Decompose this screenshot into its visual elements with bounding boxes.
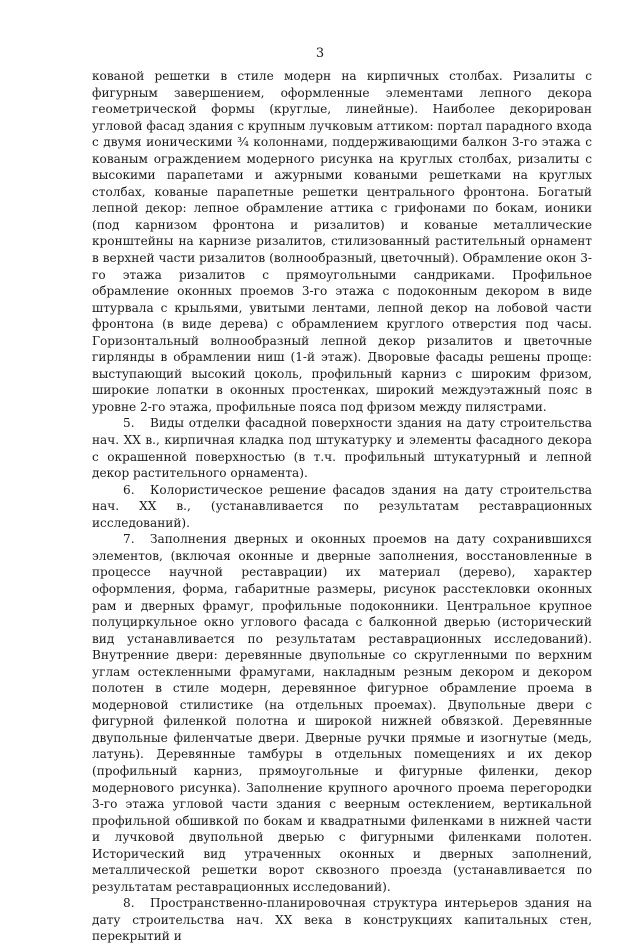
item-number: 7. (123, 532, 135, 547)
document-body (92, 68, 592, 945)
list-item-6 (92, 482, 592, 532)
page-number: 3 (315, 46, 325, 61)
list-item-5 (92, 415, 592, 481)
list-item-8 (92, 895, 592, 945)
continuation-paragraph: кованой решетки в стиле модерн на кирпичных столбах. Ризалиты с фигурным завершением, оформленные элементами лепного декора геометрической формы (круглые, линейные). Наиболее декорирован угловой фасад здания с крупным лучковым аттиком: портал парадного входа с двумя ионическими ¾ колоннами, поддерживающими балкон 3-го этажа с кованым ограждением модерного рисунка на круглых столбах, ризалиты с высокими парапетами и ажурными коваными решетками на круглых столбах, кованые парапетные решетки центрального фронтона. Богатый лепной декор: лепное обрамление аттика с грифонами по бокам, ионики (под карнизом фронтона и ризалитов) и кованые металлические кронштейны на карнизе ризалитов, стилизованный растительный орнамент в верхней части ризалитов (волнообразный, цветочный). Обрамление окон 3-го этажа ризалитов с прямоугольными сандриками. Профильное обрамление оконных проемов 3-го этажа с подоконным декором в виде штурвала с крыльями, увитыми лентами, лепной декор на лобовой части фронтона (в виде дерева) с обрамлением круглого отверстия под часы. Горизонтальный волнообразный лепной декор ризалитов и цветочные гирлянды в обрамлении ниш (1-й этаж). Дворовые фасады решены проще: выступающий высокий цоколь, профильный карниз с широким фризом, широкие лопатки в оконных простенках, широкий междуэтажный пояс в уровне 2-го этажа, профильные пояса под фризом между пилястрами. (92, 69, 592, 414)
item-text: Заполнения дверных и оконных проемов на дату сохранившихся элементов, (включая оконные и дверные заполнения, восстановленные в процессе научной реставрации) их материал (дерево), характер оформления, форма, габаритные размеры, рисунок расстекловки оконных рам и дверных фрамуг, профильные подоконники. Центральное крупное полуциркульное окно углового фасада с балконной дверью (исторический вид устанавливается по результатам реставрационных исследований). Внутренние двери: деревянные двупольные со скругленными по верхним углам остекленными фрамугами, накладным резным декором и декором полотен в стиле модерн, деревянное фигурное обрамление проема в модерновой стилистике (на отдельных проемах). Двупольные двери с фигурной филенкой полотна и широкой нижней обвязкой. Деревянные двупольные филенчатые двери. Дверные ручки прямые и изогнутые (медь, латунь). Деревянные тамбуры в отдельных помещениях и их декор (профильный карниз, прямоугольные и фигурные филенки, декор модернового рисунка). Заполнение крупного арочного проема перегородки 3-го этажа угловой части здания с веерным остеклением, вертикальной профильной обшивкой по бокам и квадратными филенками в нижней части и лучковой двупольной дверью с фигурными филенками полотен. Исторический вид утраченных оконных и дверных заполнений, металлической решетки ворот сквозного проезда (устанавливается по результатам реставрационных исследований). (92, 532, 592, 894)
item-number: 8. (123, 896, 135, 911)
item-text: Виды отделки фасадной поверхности здания на дату строительства нач. XX в., кирпичная кладка под штукатурку и элементы фасадного декора с окрашенной поверхностью (в т.ч. профильный штукатурный и лепной декор растительного орнамента). (92, 416, 592, 481)
item-number: 5. (123, 416, 135, 431)
list-item-7 (92, 531, 592, 895)
item-text: Колористическое решение фасадов здания на дату строительства нач. XX в., (устанавливается по результатам реставрационных исследований). (92, 482, 592, 530)
item-text: Пространственно-планировочная структура интерьеров здания на дату строительства нач. XX века в конструкциях капитальных стен, перекрытий и (92, 896, 592, 944)
item-number: 6. (123, 482, 135, 497)
